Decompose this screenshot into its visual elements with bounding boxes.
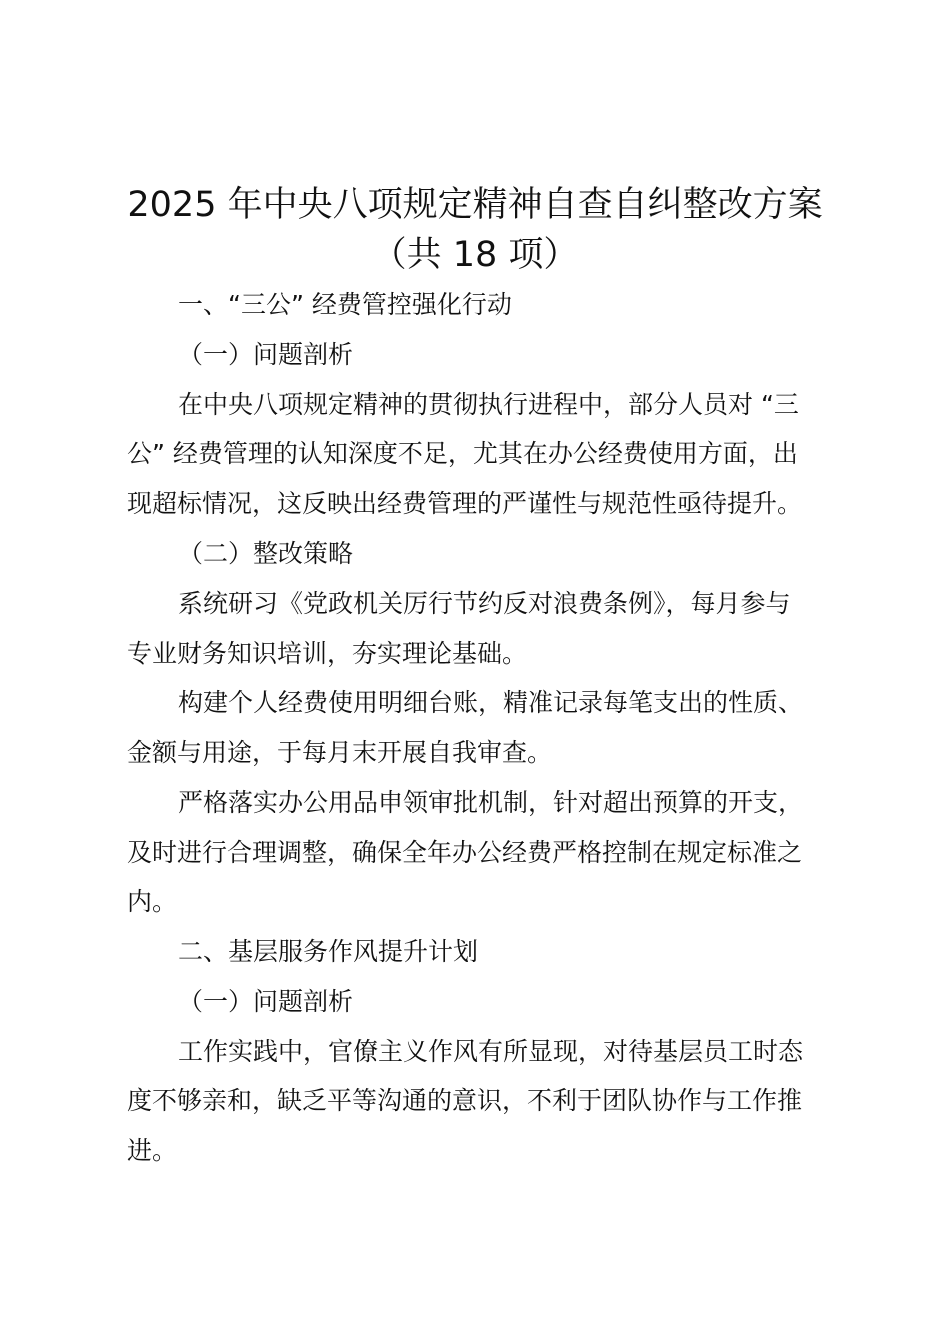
paragraph-line: 进。	[127, 1136, 178, 1165]
paragraph-line: 现超标情况，这反映出经费管理的严谨性与规范性亟待提升。	[127, 489, 803, 518]
subsection-heading-strategy-1: （二）整改策略	[178, 539, 354, 568]
section-heading-2: 二、基层服务作风提升计划	[178, 937, 479, 966]
document-title-line-1: 2025 年中央八项规定精神自查自纠整改方案	[127, 185, 823, 225]
subsection-heading-problem-2: （一）问题剖析	[178, 987, 354, 1016]
paragraph-line: 金额与用途，于每月末开展自我审查。	[127, 738, 553, 767]
paragraph-line: 工作实践中，官僚主义作风有所显现，对待基层员工时态	[178, 1037, 804, 1066]
paragraph-line: 系统研习《党政机关厉行节约反对浪费条例》，每月参与	[178, 589, 791, 618]
paragraph-line: 构建个人经费使用明细台账，精准记录每笔支出的性质、	[178, 688, 804, 717]
paragraph-line: 在中央八项规定精神的贯彻执行进程中，部分人员对 “三	[178, 390, 799, 419]
paragraph-line: 内。	[127, 887, 178, 916]
document-title-line-2: （共 18 项）	[371, 235, 579, 275]
paragraph-line: 及时进行合理调整，确保全年办公经费严格控制在规定标准之	[127, 838, 803, 867]
paragraph-line: 专业财务知识培训，夯实理论基础。	[127, 639, 528, 668]
section-heading-1: 一、“三公” 经费管控强化行动	[178, 290, 512, 319]
paragraph-line: 严格落实办公用品申领审批机制，针对超出预算的开支，	[178, 788, 804, 817]
paragraph-line: 公” 经费管理的认知深度不足，尤其在办公经费使用方面，出	[127, 439, 798, 468]
subsection-heading-problem-1: （一）问题剖析	[178, 340, 354, 369]
paragraph-line: 度不够亲和，缺乏平等沟通的意识，不利于团队协作与工作推	[127, 1086, 803, 1115]
